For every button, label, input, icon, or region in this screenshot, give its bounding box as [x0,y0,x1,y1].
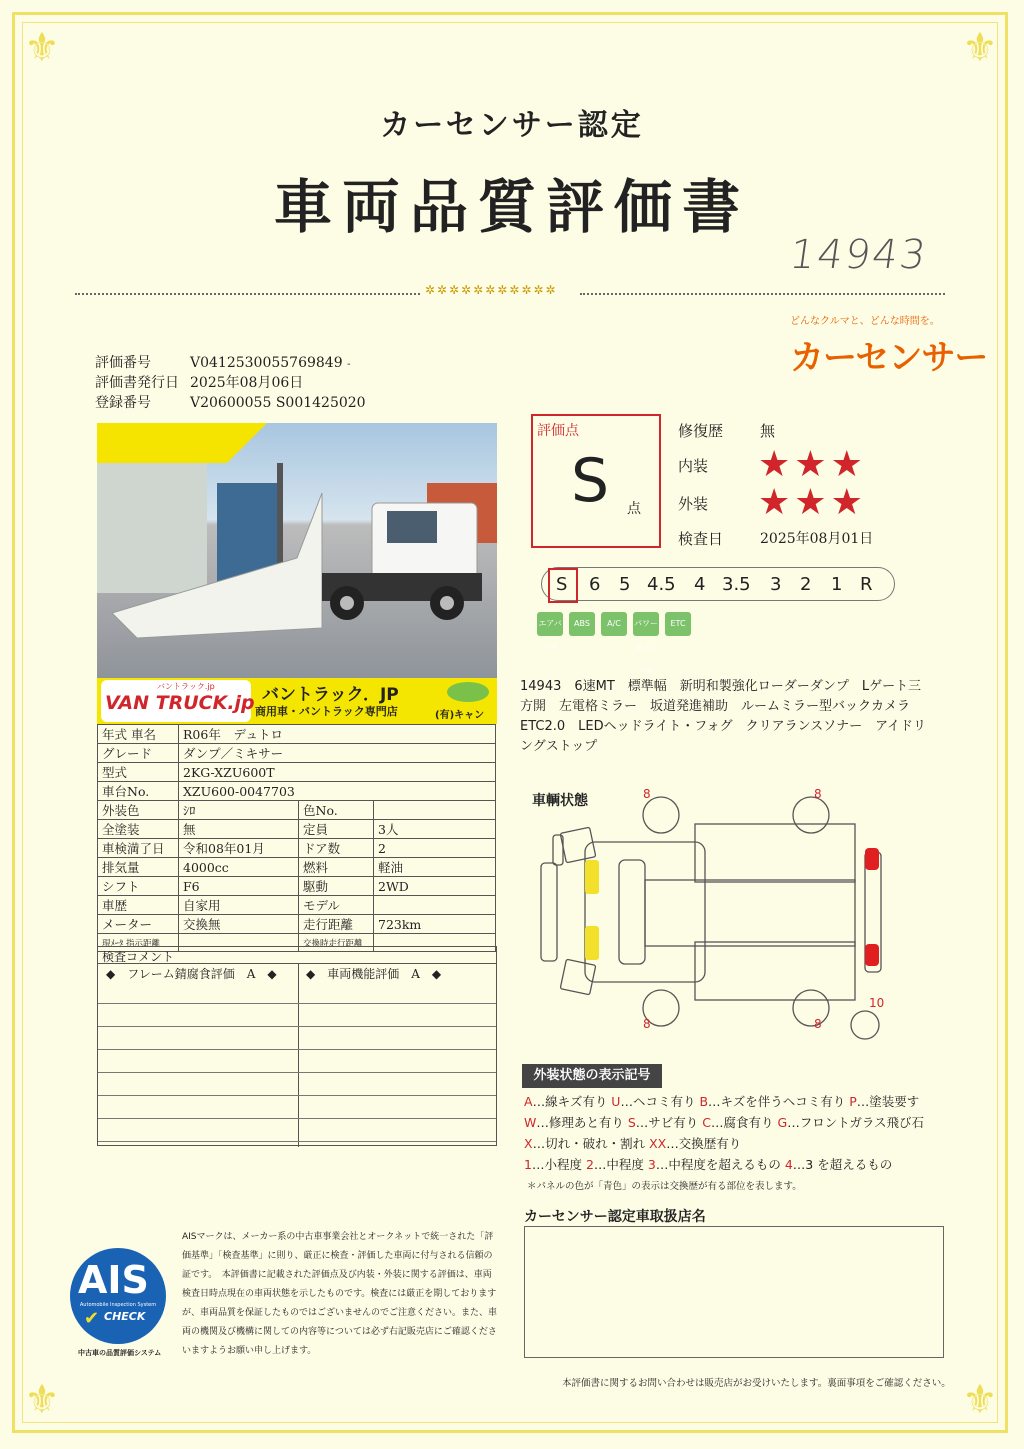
spec-value: 2KG-XZU600T [179,763,496,782]
spec-value: 2WD [374,877,496,896]
spec-label: 燃料 [299,858,374,877]
star-icon: ★ [758,444,791,485]
equipment-icon: パワーウィンドウ [633,612,659,636]
vehicle-notes: 14943 6速MT 標準幅 新明和製強化ローダーダンプ Lゲート三方開 左電格ミラー 坂道発進補助 ルームミラー型バックカメラ ETC2.0 LEDヘッドライト・フォグ クリアランスソナー アイドリングストップ [520,679,927,754]
repair-history-value: 無 [760,422,776,440]
star-icon: ★ [794,444,827,485]
spec-label: モデル [299,896,374,915]
spec-value [374,896,496,915]
spec-label: 交換時走行距離 [299,934,374,952]
spec-row [98,896,496,915]
score-scale-step: S [556,574,568,595]
page-title: 車両品質評価書 [273,173,750,241]
ais-logo [70,1248,166,1344]
spec-value: ｼﾛ [179,801,299,820]
title-small: カーセンサー認定 [380,108,644,143]
spec-label: 定員 [299,820,374,839]
spec-label: 年式 車名 [98,725,179,744]
dealer-banner [97,678,497,724]
mascot-icon [447,682,489,702]
meta-row: 評価番号 V0412530055769849 - [95,352,350,372]
score-scale-step: 3.5 [722,574,751,595]
comment-lines [98,981,496,1142]
score-value: S [571,446,610,516]
spec-table [97,724,496,952]
spec-value: F6 [179,877,299,896]
inspection-comment-box [97,946,497,1146]
score-unit: 点 [627,501,641,517]
spec-row [98,801,496,820]
fleur-de-lis-icon: ⚜ [24,25,60,71]
legend-title: 外装状態の表示記号 [522,1064,662,1088]
spec-row [98,725,496,744]
tire-mark-spare: 10 [869,996,885,1010]
tire-mark-fr: 8 [643,1017,651,1031]
star-icon: ★ [830,444,863,485]
meta-label: 登録番号 [95,395,151,411]
star-icon: ★ [830,482,863,523]
spec-label: 型式 [98,763,179,782]
spec-value [374,801,496,820]
interior-rating-stars [758,444,867,485]
brand-tagline: どんなクルマと、どんな時間を。 [790,316,940,327]
spec-row [98,858,496,877]
score-scale-step: 2 [800,574,812,595]
score-box [531,414,661,548]
frame-rust-rating: ◆ フレーム錆腐食評価 A ◆ [106,967,277,981]
exterior-label: 外装 [678,495,709,513]
star-icon: ★ [758,482,791,523]
vehicle-photo [97,423,497,678]
inspection-comment-title: 検査コメント [102,950,175,964]
brand-logo: カーセンサー [790,338,988,378]
equipment-icon: ETC [665,612,691,636]
score-label: 評価点 [537,423,579,439]
meta-label: 評価番号 [95,355,151,371]
spec-value: ダンプ／ミキサー [179,744,496,763]
spec-label: 車台No. [98,782,179,801]
score-scale-highlight [548,568,578,603]
spec-label: 走行距離 [299,915,374,934]
star-divider: ✲✲✲✲✲✲✲✲✲✲✲ [75,286,945,300]
equipment-icon: ABS [569,612,595,636]
tire-mark-rl: 8 [814,787,822,801]
spec-value: 3人 [374,820,496,839]
meta-row [95,372,303,392]
spec-row [98,877,496,896]
spec-value: 軽油 [374,858,496,877]
ais-caption: 中古車の品質評価システム [78,1349,162,1357]
spec-value: 2 [374,839,496,858]
meta-row [95,392,366,412]
spec-label: メーター [98,915,179,934]
ais-check: CHECK [104,1310,146,1323]
spec-label: 外装色 [98,801,179,820]
tire-mark-fl: 8 [643,787,651,801]
dealer-title: カーセンサー認定車取扱店名 [524,1209,706,1225]
spec-value: 自家用 [179,896,299,915]
vehicle-function-rating: ◆ 車両機能評価 A ◆ [306,967,442,981]
equipment-icon: A/C [601,612,627,636]
banner-logo: VAN TRUCK.jp [105,692,255,714]
banner-site-name: バントラック．JP [262,685,399,705]
score-scale-step: 1 [831,574,843,595]
spec-label: 全塗装 [98,820,179,839]
spec-value: 交換無 [179,915,299,934]
legend-line: X…切れ・破れ・割れ XX…交換歴有り [524,1136,742,1151]
spec-value: R06年 デュトロ [179,725,496,744]
score-scale-step: 4.5 [647,574,676,595]
spec-value: 723km [374,915,496,934]
vehicle-condition-diagram [535,780,915,1045]
equipment-icon: エアバッグ [537,612,563,636]
inspection-date: 2025年08月01日 [760,531,874,547]
check-icon: ✔ [84,1308,100,1329]
spec-label: グレード [98,744,179,763]
spec-label: 車検満了日 [98,839,179,858]
spec-label: ドア数 [299,839,374,858]
score-scale-step: 3 [770,574,782,595]
meta-value: 2025年08月06日 [190,375,304,391]
exterior-rating-stars [758,482,867,523]
vehicle-condition-label: 車輌状態 [532,793,588,809]
score-scale-step: 4 [694,574,706,595]
score-scale-step: R [860,574,873,595]
fleur-de-lis-icon: ⚜ [24,1377,60,1423]
spec-value: 令和08年01月 [179,839,299,858]
spec-row [98,782,496,801]
legend-line: 1…小程度 2…中程度 3…中程度を超えるもの 4…3 を超えるもの [524,1157,893,1172]
spec-row [98,820,496,839]
spec-row [98,915,496,934]
spec-label: 色No. [299,801,374,820]
ais-logo-text: AIS [78,1258,149,1302]
repair-history-label: 修復歴 [678,422,724,440]
inspection-date-label: 検査日 [678,530,724,548]
spec-label: 現ﾒｰﾀ 指示距離 [98,934,179,952]
dealer-name-box [524,1226,944,1358]
spec-label: 排気量 [98,858,179,877]
meta-value: V0412530055769849 [190,355,343,371]
star-icon: ★ [794,482,827,523]
legend-line: W…修理あと有り S…サビ有り C…腐食有り G…フロントガラス飛び石 [524,1115,924,1130]
spec-row [98,763,496,782]
spec-value: 無 [179,820,299,839]
fleur-de-lis-icon: ⚜ [962,25,998,71]
score-scale-step: 6 [589,574,601,595]
spec-row [98,839,496,858]
spec-label: 駆動 [299,877,374,896]
fleur-de-lis-icon: ⚜ [962,1377,998,1423]
spec-value: XZU600-0047703 [179,782,496,801]
banner-tagline: 商用車・バントラック専門店 [255,705,398,718]
banner-logo-small: バントラック.jp [157,682,215,691]
handwritten-number: 14943 [786,232,931,278]
score-scale-step: 5 [619,574,631,595]
spec-row [98,744,496,763]
interior-label: 内装 [678,457,709,475]
meta-label: 評価書発行日 [95,375,179,391]
ais-logo-sub: Automobile Inspection System [79,1302,157,1308]
spec-label: 車歴 [98,896,179,915]
score-scale [541,567,895,601]
banner-company: (有)キャン [435,710,485,721]
spec-value: 4000cc [179,858,299,877]
ais-description: AISマークは、メーカー系の中古車事業会社とオークネットで統一された「評価基準」「検査基準」に則り、厳正に検査・評価した車両に付与される信頼の証です。 本評価書に記載された評価点及び内装・外装に関する評価は、車両検査日時点現在の車両状態を示したものです。検査には厳正を期しておりますが、車両品質を保証したものではございませんのでご注意ください。また、車両の機関及び機構に関しての内容等については必ず右記販売店にご確認くださいますようお願い申し上げます。 [182,1232,498,1356]
spec-label: シフト [98,877,179,896]
footer-note: 本評価書に関するお問い合わせは販売店がお受けいたします。裏面事項をご確認ください。 [562,1378,951,1389]
tire-mark-rr: 8 [814,1017,822,1031]
meta-value: V20600055 S001425020 [190,395,366,411]
legend-note: ＊パネルの色が「青色」の表示は交換歴が有る部位を表します。 [527,1181,802,1192]
legend-line: A…線キズ有り U…ヘコミ有り B…キズを伴うヘコミ有り P…塗装要す [524,1094,920,1109]
